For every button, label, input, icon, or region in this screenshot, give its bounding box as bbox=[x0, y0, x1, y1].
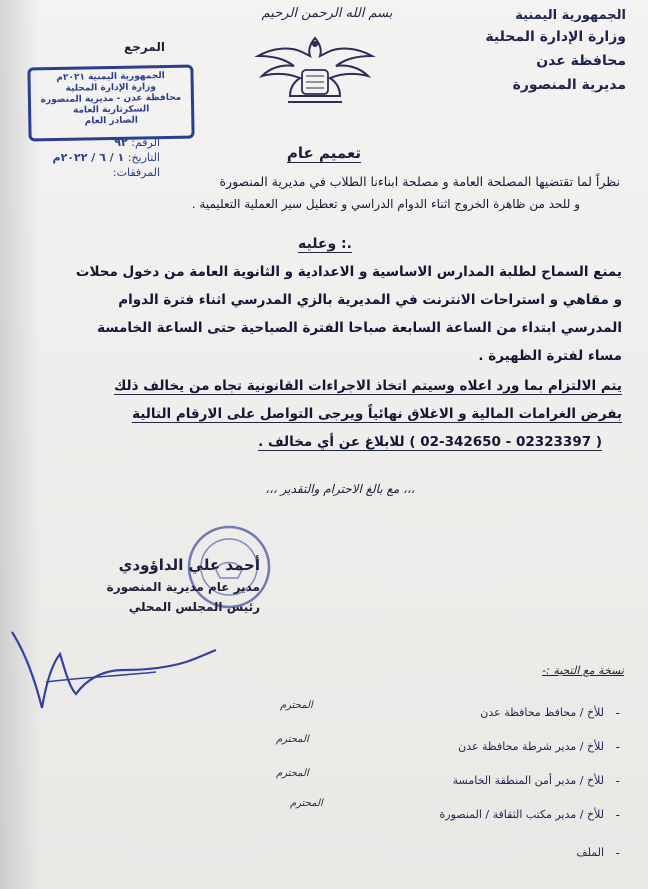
letterhead-governorate: محافظة عدن bbox=[536, 53, 626, 69]
closing-text: ،،، مع بالغ الاحترام والتقدير ،،، bbox=[265, 482, 415, 496]
body-line: المدرسي ابتداء من الساعة السابعة صباحا الفترة الصباحية حتى الساعة الخامسة bbox=[97, 320, 622, 336]
reference-label: المرجع bbox=[124, 40, 165, 54]
list-item: - للأخ / محافظ محافظة عدن المحترم bbox=[280, 700, 620, 720]
compliance-line: ( 02323397 - 02-342650 ) للابلاغ عن أي مخالف . bbox=[258, 434, 602, 450]
intro-line: و للحد من ظاهرة الخروج اثناء الدوام الدراسي و تعطيل سير العملية التعليمية . bbox=[191, 197, 580, 211]
copy-honorific: المحترم bbox=[280, 700, 313, 711]
number-value: ٩٢ bbox=[114, 136, 128, 149]
copy-honorific: المحترم bbox=[276, 768, 309, 779]
copies-heading: نسخة مع التحية :- bbox=[542, 664, 624, 677]
basmala: بسم الله الرحمن الرحيم bbox=[261, 6, 393, 21]
copies-list bbox=[270, 700, 630, 870]
copy-recipient: الملف bbox=[576, 846, 604, 859]
list-item: - الملف bbox=[576, 846, 620, 860]
date-value: ١ / ٦ / ٢٠٢٢م bbox=[52, 151, 125, 164]
therefore-heading bbox=[250, 236, 400, 252]
intro-line: نظراً لما تقتضيها المصلحة العامة و مصلحة ابناءنا الطلاب في مديرية المنصورة bbox=[219, 174, 620, 189]
copy-recipient: للأخ / مدير شرطة محافظة عدن bbox=[458, 740, 604, 753]
title-text: تعميم عام bbox=[286, 144, 362, 162]
copy-honorific: المحترم bbox=[290, 798, 323, 809]
list-item: - للأخ / مدير أمن المنطقة الخامسة المحترم bbox=[276, 768, 620, 788]
signatory-title-2: رئيس المجلس المحلي bbox=[128, 600, 260, 614]
copy-recipient: للأخ / محافظ محافظة عدن bbox=[480, 706, 604, 719]
therefore-text: وعليه :. bbox=[298, 236, 352, 252]
stamp-line: السكرتارية العامة bbox=[72, 104, 150, 116]
letterhead-country: الجمهورية اليمنية bbox=[515, 8, 626, 23]
list-item: - للأخ / مدير مكتب الثقافة / المنصورة المحترم bbox=[290, 798, 620, 822]
stamp-line: الصادر العام bbox=[84, 115, 138, 127]
signatory-block bbox=[50, 556, 260, 614]
date-label: التاريخ: bbox=[127, 151, 160, 164]
signatory-name: أحمد علي الداؤودي bbox=[118, 556, 260, 574]
body-line: و مقاهي و استراحات الانترنت في المديرية بالزي المدرسي اثناء فترة الدوام bbox=[118, 292, 622, 308]
handwritten-signature bbox=[6, 624, 226, 714]
copy-recipient: للأخ / مدير مكتب الثقافة / المنصورة bbox=[439, 808, 604, 821]
list-item: - للأخ / مدير شرطة محافظة عدن المحترم bbox=[276, 734, 620, 754]
letterhead-block bbox=[426, 8, 626, 93]
signatory-title: مدير عام مديرية المنصورة bbox=[106, 580, 260, 594]
stamp-line: محافظة عدن - مديرية المنصورة bbox=[40, 92, 182, 106]
incoming-stamp bbox=[27, 65, 194, 142]
body-block bbox=[32, 264, 622, 364]
number-label: الرقم: bbox=[131, 136, 160, 149]
compliance-line: يتم الالتزام بما ورد اعلاه وسيتم اتخاذ الاجراءات القانونية تجاه من يخالف ذلك bbox=[113, 378, 622, 394]
intro-block bbox=[40, 174, 620, 211]
meta-block bbox=[40, 136, 160, 179]
letterhead-ministry: وزارة الإدارة المحلية bbox=[485, 29, 626, 45]
document-title bbox=[254, 144, 394, 162]
letterhead-district: مديرية المنصورة bbox=[512, 77, 626, 93]
body-line: يمنع السماح لطلبة المدارس الاساسية و الاعدادية و الثانوية العامة من دخول محلات bbox=[75, 264, 622, 280]
attachments-label: المرفقات: bbox=[112, 166, 160, 179]
copy-honorific: المحترم bbox=[276, 734, 309, 745]
stamp-line: وزارة الإدارة المحلية bbox=[65, 82, 157, 94]
compliance-block bbox=[32, 378, 622, 450]
stamp-line: الجمهورية اليمنية ٢٠٢١م bbox=[56, 71, 165, 83]
compliance-line: بفرض الغرامات المالية و الاغلاق نهائياً ويرجى التواصل على الارقام التالية bbox=[132, 406, 622, 422]
copy-recipient: للأخ / مدير أمن المنطقة الخامسة bbox=[452, 774, 604, 787]
body-line: مساء لفترة الظهيرة . bbox=[478, 348, 622, 364]
emblem-icon bbox=[250, 30, 380, 110]
